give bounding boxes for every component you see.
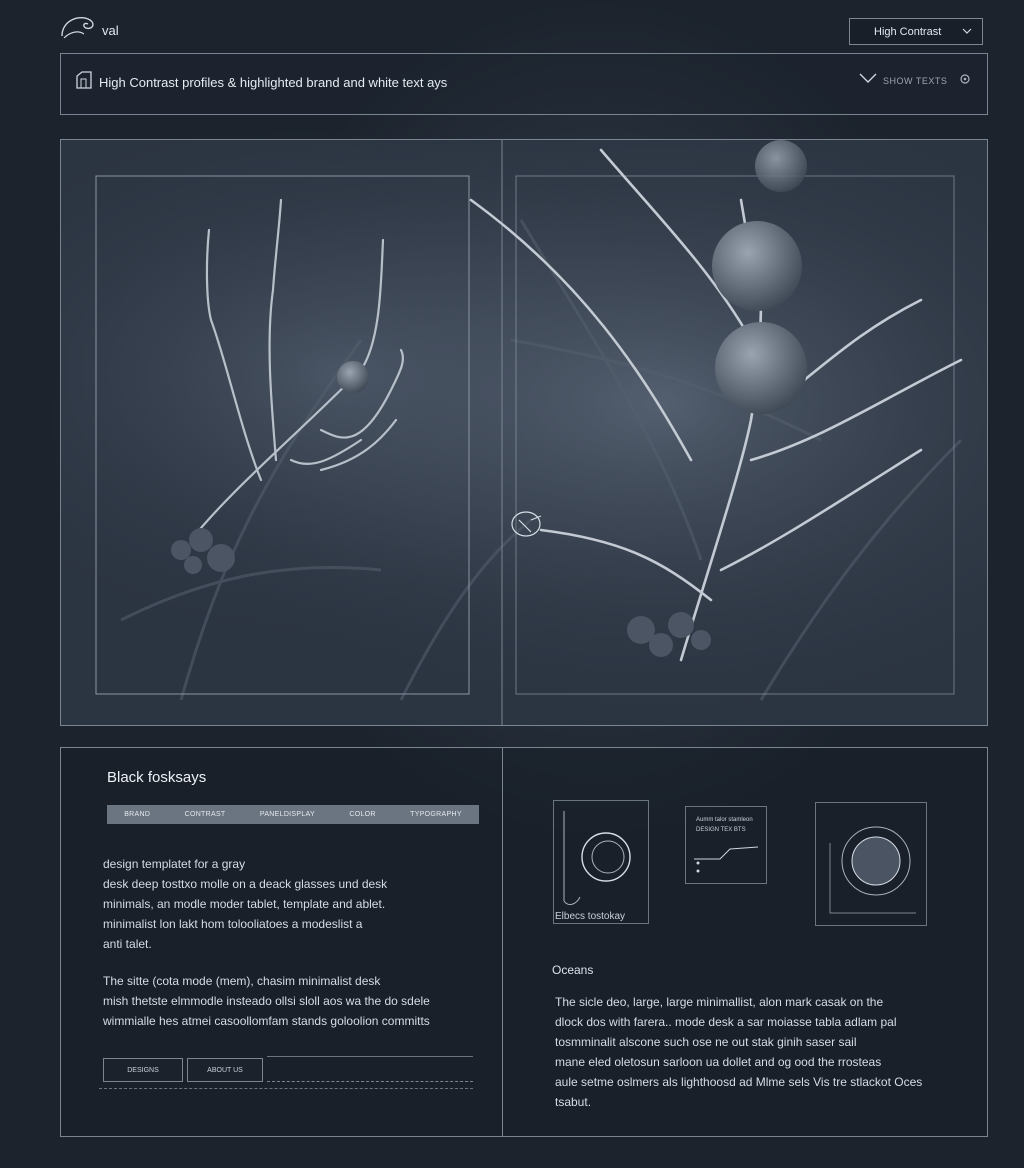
mini-label: Aumm talor stamleon xyxy=(696,817,753,823)
tab-typography[interactable]: TYPOGRAPHY xyxy=(410,811,462,818)
text-line: The sitte (cota mode (mem), chasim minimalist desk xyxy=(103,974,381,988)
page-title: High Contrast profiles & highlighted brand and white text ays xyxy=(99,75,448,90)
text-line: aule setme oslmers als lighthoosd ad Mlme sels Vis tre stlackot Oces xyxy=(555,1075,923,1089)
tab-bar xyxy=(107,805,479,824)
show-texts-toggle[interactable]: SHOW TEXTS xyxy=(883,76,948,86)
thumbnail-sketch-2[interactable] xyxy=(815,802,927,926)
text-line: dlock dos with farera.. mode desk a sar moiasse tabla adlam pal xyxy=(555,1015,897,1029)
tab-brand[interactable]: BRAND xyxy=(124,811,151,818)
tab-paneldisplay[interactable]: PANELDISPLAY xyxy=(259,811,315,818)
text-input[interactable] xyxy=(267,1056,473,1082)
chevron-down-icon[interactable] xyxy=(859,72,877,84)
thumbnail-sketch-1[interactable] xyxy=(553,800,649,924)
tab-color[interactable]: COLOR xyxy=(349,811,376,818)
text-line: anti talet. xyxy=(103,937,152,951)
photo-panel xyxy=(60,139,988,726)
divider xyxy=(502,748,503,1136)
chevron-down-icon xyxy=(962,26,972,36)
designs-button[interactable]: DESIGNS xyxy=(103,1058,183,1082)
text-line: desk deep tosttxo molle on a deack glasses und desk xyxy=(103,877,388,891)
about-us-button[interactable]: ABOUT US xyxy=(187,1058,263,1082)
section-heading: Oceans xyxy=(552,963,594,977)
text-line: The sicle deo, large, large minimallist, alon mark casak on the xyxy=(555,995,884,1009)
settings-icon[interactable] xyxy=(959,73,971,85)
text-line: tosmminalit alscone such ose ne out stak ginih saser sail xyxy=(555,1035,857,1049)
sphere-sketch-icon xyxy=(816,803,926,925)
content-section xyxy=(60,747,988,1137)
thumbnail-caption: Elbecs tostokay xyxy=(555,911,626,922)
contrast-dropdown-label: High Contrast xyxy=(874,25,942,38)
branch-photo xyxy=(61,140,987,725)
dashed-rule xyxy=(99,1088,473,1090)
text-line: mish thetste elmmodle insteado ollsi sloll aos wa the do sdele xyxy=(103,994,430,1008)
thumbnail-chart[interactable] xyxy=(685,806,767,884)
right-paragraph xyxy=(555,992,965,1112)
logo-icon xyxy=(58,12,98,42)
card-title: Black fosksays xyxy=(107,769,207,786)
text-line: design templatet for a gray xyxy=(103,857,246,871)
text-line: tsabut. xyxy=(555,1095,592,1109)
text-line: wimmialle hes atmei casoollomfam stands goloolion committs xyxy=(103,1014,430,1028)
circle-sketch-icon xyxy=(554,801,648,923)
text-line: mane eled oletosun sarloon ua dollet and og ood the rrosteas xyxy=(555,1055,882,1069)
header-bar xyxy=(60,53,988,115)
card-paragraph-2 xyxy=(103,971,483,1031)
mini-graph-icon xyxy=(686,807,766,883)
text-line: minimals, an modle moder tablet, template and ablet. xyxy=(103,897,386,911)
text-line: minimalist lon lakt hom tolooliatoes a modeslist a xyxy=(103,917,363,931)
contrast-dropdown[interactable] xyxy=(849,18,983,45)
tab-contrast[interactable]: CONTRAST xyxy=(184,811,226,818)
brand-name: val xyxy=(102,23,119,38)
mini-label: DESIGN TEX BTS xyxy=(696,827,746,833)
home-icon[interactable] xyxy=(74,70,94,90)
card-paragraph-1 xyxy=(103,854,483,954)
